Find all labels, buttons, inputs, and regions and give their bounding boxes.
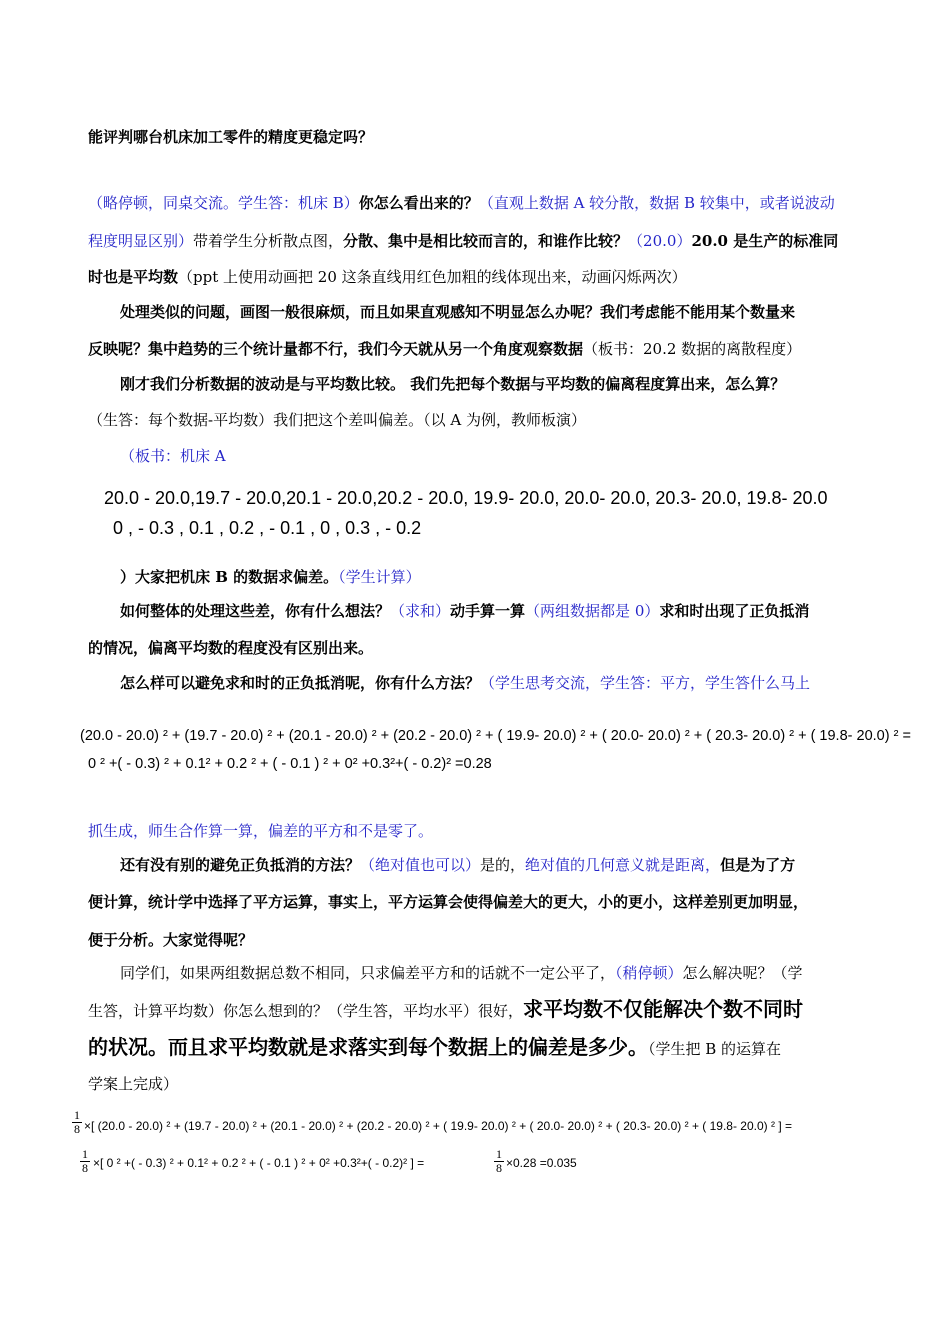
- paragraph-6-line-2: 便计算，统计学中选择了平方运算，事实上，平方运算会使得偏差大的更大，小的更小，这样差别更加明显，: [88, 893, 809, 911]
- blue-note: （直观上数据 A 较分散，数据 B 较集中，或者说波动: [478, 194, 835, 212]
- squared-sum-result: 0 ² +( - 0.3) ² + 0.1² + 0.2 ² + ( - 0.1 ) ² + 0² +0.3²+( - 0.2)² =0.28: [88, 756, 492, 772]
- bold-text: 分散、集中是相比较而言的，和谁作比较？: [343, 232, 629, 250]
- fraction-denominator: 8: [496, 1161, 502, 1175]
- blue-note: （学生计算）: [338, 568, 421, 586]
- paragraph-7-line-1: [120, 963, 803, 983]
- blue-note: 程度明显区别）: [88, 232, 194, 250]
- bold-text: 20.0 是生产的标准同: [691, 232, 839, 250]
- question-line: 能评判哪台机床加工零件的精度更稳定吗？: [88, 128, 374, 146]
- blue-note: （略停顿，同桌交流。学生答：机床 B）: [88, 194, 359, 212]
- deviation-results: 0 , - 0.3 , 0.1 , 0.2 , - 0.1 , 0 , 0.3 , - 0.2: [113, 518, 422, 538]
- blue-note: （20.0）: [628, 232, 692, 250]
- paragraph-4-line-4: [120, 673, 810, 693]
- blue-note: （求和）: [390, 602, 451, 620]
- paragraph-3-line-2: （生答：每个数据-平均数）我们把这个差叫偏差。（以 A 为例，教师板演）: [88, 411, 586, 429]
- plain-text: （学生把 B 的运算在: [648, 1040, 782, 1058]
- plain-text: （板书：20.2 数据的离散程度）: [583, 340, 802, 358]
- paragraph-4-line-3: 的情况，偏离平均数的程度没有区别出来。: [88, 639, 374, 657]
- fraction-one-eighth: [80, 1148, 90, 1175]
- paragraph-4-line-2: [120, 601, 809, 621]
- paragraph-4-line-1: [120, 567, 421, 587]
- fraction-numerator: 1: [74, 1108, 80, 1122]
- variance-result: ×0.28 =0.035: [506, 1156, 577, 1170]
- fraction-numerator: 1: [82, 1147, 88, 1161]
- blue-note: （绝对值也可以）: [360, 856, 481, 874]
- plain-text: 是的，: [480, 856, 526, 874]
- fraction-numerator: 1: [496, 1147, 502, 1161]
- fraction-one-eighth: [72, 1109, 82, 1136]
- plain-text: 同学们，如果两组数据总数不相同，只求偏差平方和的话就不一定公平了，: [120, 964, 616, 982]
- fraction-denominator: 8: [74, 1122, 80, 1136]
- deviation-expression: 20.0 - 20.0,19.7 - 20.0,20.1 - 20.0,20.2 - 20.0, 19.9- 20.0, 20.0- 20.0, 20.3- 20.0, 19.8- 20.0: [104, 488, 828, 508]
- paragraph-2-line-1: 处理类似的问题，画图一般很麻烦，而且如果直观感知不明显怎么办呢？我们考虑能不能用某个数量来: [120, 303, 796, 321]
- fraction-denominator: 8: [82, 1161, 88, 1175]
- paragraph-5-line-1: 抓生成，师生合作算一算，偏差的平方和不是零了。: [88, 822, 434, 840]
- bold-text: 反映呢？集中趋势的三个统计量都不行，我们今天就从另一个角度观察数据: [88, 340, 584, 358]
- plain-text: 怎么解决呢？（学: [682, 964, 803, 982]
- fraction-one-eighth: [494, 1148, 504, 1175]
- plain-text: （ppt 上使用动画把 20 这条直线用红色加粗的线体现出来，动画闪烁两次）: [178, 268, 687, 286]
- bold-text: 如何整体的处理这些差，你有什么想法？: [120, 602, 391, 620]
- paragraph-1-line-3: [88, 267, 687, 287]
- emphasized-text: 求平均数不仅能解决个数不同时: [523, 997, 804, 1021]
- variance-substitution: ×[ 0 ² +( - 0.3) ² + 0.1² + 0.2 ² + ( - 0.1 ) ² + 0² +0.3²+( - 0.2)² ] =: [93, 1156, 425, 1170]
- paragraph-2-line-2: [88, 339, 801, 359]
- board-note-machine-a: （板书：机床 A: [120, 447, 226, 465]
- bold-text: ）大家把机床 B 的数据求偏差。: [120, 568, 339, 586]
- plain-text: 带着学生分析散点图，: [193, 232, 344, 250]
- bold-text: 求和时出现了正负抵消: [659, 602, 810, 620]
- paragraph-7-line-2: [88, 999, 803, 1021]
- squared-sum-expression: (20.0 - 20.0) ² + (19.7 - 20.0) ² + (20.1 - 20.0) ² + (20.2 - 20.0) ² + ( 19.9- 20.0) ² + ( 20.0- 20.0) ² + ( 20.3- 20.0) ² + ( 19.8- 20.0) ² =: [80, 728, 911, 744]
- bold-text: 你怎么看出来的？: [358, 194, 479, 212]
- bold-text: 但是为了方: [720, 856, 796, 874]
- emphasized-text: 的状况。而且求平均数就是求落实到每个数据上的偏差是多少。: [88, 1035, 648, 1059]
- bold-text: 动手算一算: [450, 602, 526, 620]
- paragraph-1-line-1: [88, 193, 835, 213]
- blue-note: （学生思考交流，学生答：平方，学生答什么马上: [480, 674, 811, 692]
- paragraph-7-line-3: [88, 1037, 781, 1059]
- paragraph-6-line-1: [120, 855, 795, 875]
- paragraph-1-line-2: [88, 231, 838, 251]
- bold-text: 怎么样可以避免求和时的正负抵消呢，你有什么方法？: [120, 674, 481, 692]
- plain-text: 生答，计算平均数）你怎么想到的？（学生答，平均水平）很好，: [88, 1002, 524, 1020]
- paragraph-7-line-4: 学案上完成）: [88, 1075, 179, 1093]
- blue-note: 绝对值的几何意义就是距离，: [525, 856, 721, 874]
- blue-note: （两组数据都是 0）: [525, 602, 660, 620]
- bold-text: 时也是平均数: [88, 268, 179, 286]
- bold-text: 还有没有别的避免正负抵消的方法？: [120, 856, 361, 874]
- blue-note: （稍停顿）: [615, 964, 683, 982]
- variance-expression: ×[ (20.0 - 20.0) ² + (19.7 - 20.0) ² + (20.1 - 20.0) ² + (20.2 - 20.0) ² + ( 19.9- 20.0) ² + ( 20.0- 20.0) ² + ( 20.3- 20.0) ² + ( 19.8- 20.0) ² ] =: [84, 1119, 792, 1133]
- paragraph-3-line-1: 刚才我们分析数据的波动是与平均数比较。 我们先把每个数据与平均数的偏离程度算出来，怎么算？: [120, 375, 786, 393]
- paragraph-6-line-3: 便于分析。大家觉得呢？: [88, 931, 254, 949]
